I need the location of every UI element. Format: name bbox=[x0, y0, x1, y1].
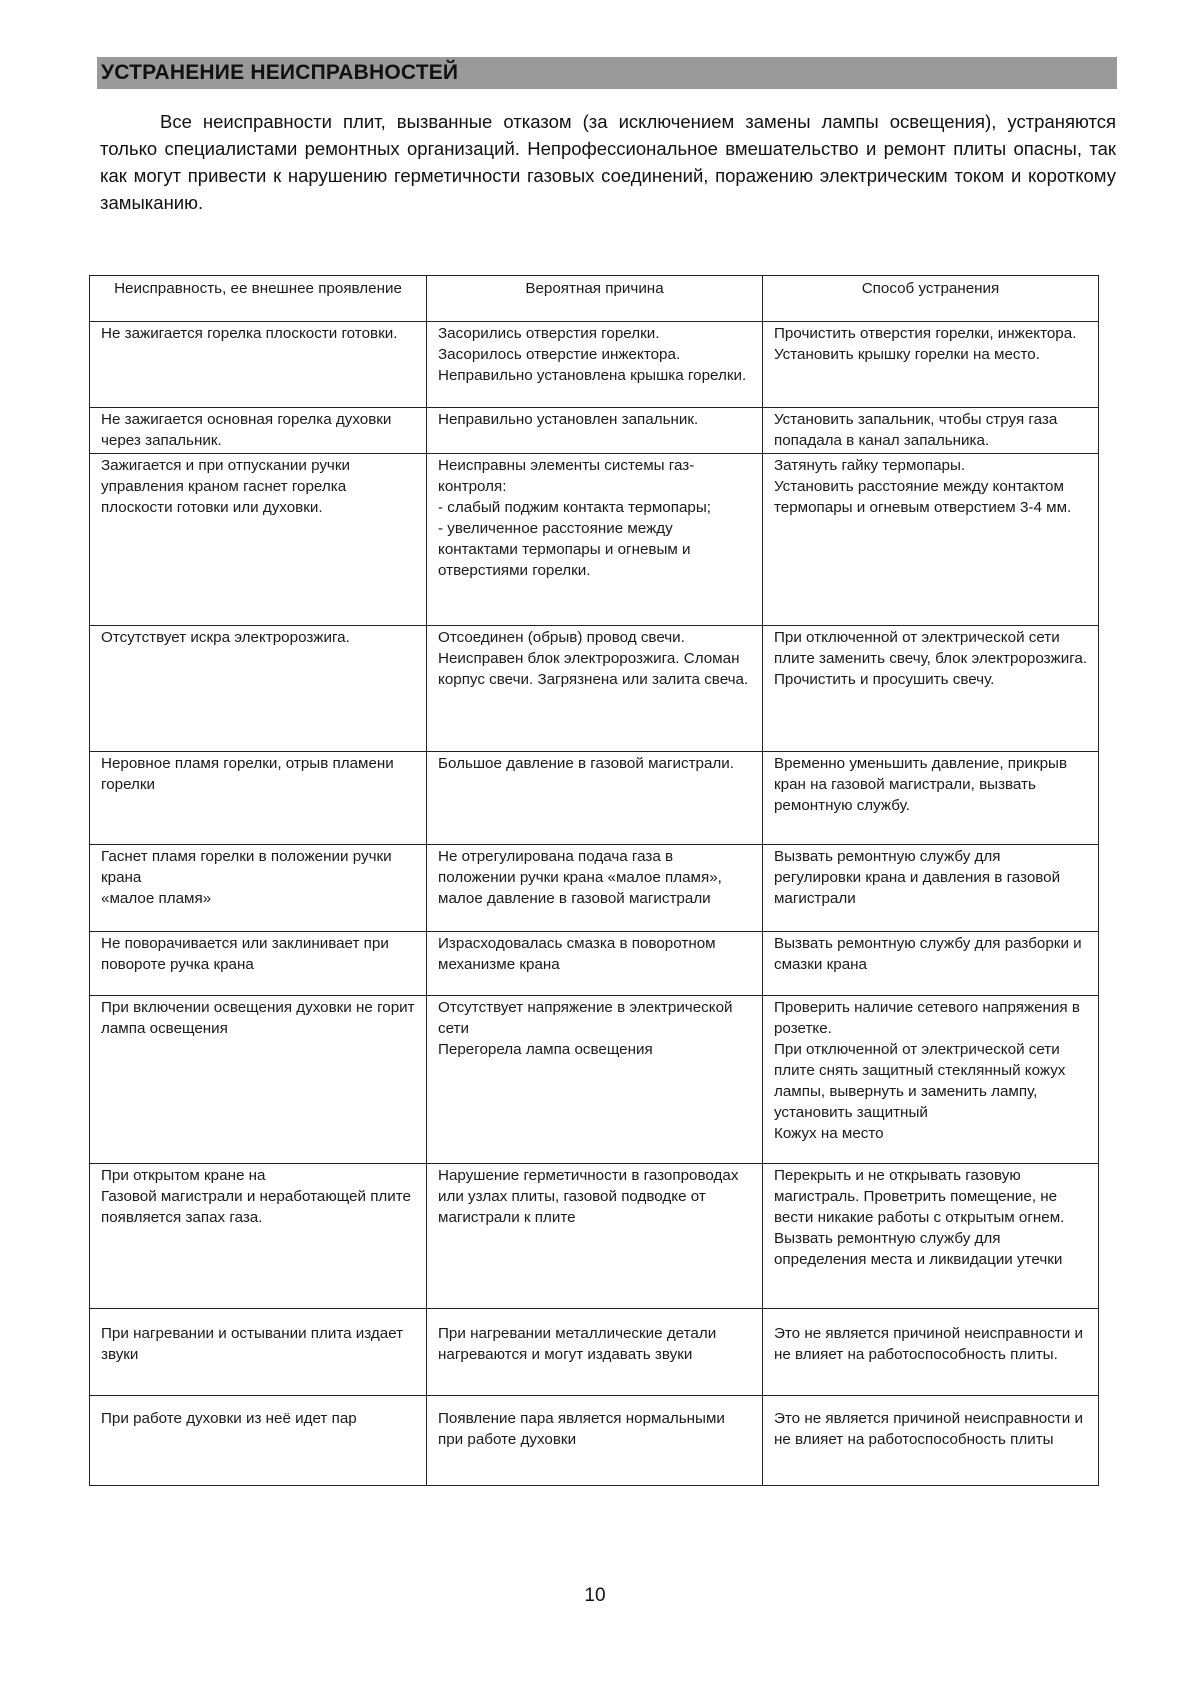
fault-cell: При включении освещения духовки не горит лампа освещения bbox=[90, 996, 427, 1164]
cause-cell: Отсоединен (обрыв) провод свечи. Неисправен блок электророзжига. Сломан корпус свечи. Загрязнена или залита свеча. bbox=[427, 626, 763, 752]
table-row bbox=[90, 1309, 1099, 1396]
cause-cell: Засорились отверстия горелки. Засорилось отверстие инжектора. Неправильно установлена крышка горелки. bbox=[427, 322, 763, 408]
cause-cell: Большое давление в газовой магистрали. bbox=[427, 752, 763, 845]
cause-cell: Не отрегулирована подача газа в положении ручки крана «малое пламя», малое давление в газовой магистрали bbox=[427, 845, 763, 932]
cause-cell: Неисправны элементы системы газ-контроля: - слабый поджим контакта термопары; - увеличенное расстояние между контактами термопары и огневым и отверстиями горелки. bbox=[427, 454, 763, 626]
table-row bbox=[90, 322, 1099, 408]
fault-cell: Неровное пламя горелки, отрыв пламени горелки bbox=[90, 752, 427, 845]
remedy-cell: Вызвать ремонтную службу для регулировки крана и давления в газовой магистрали bbox=[762, 845, 1098, 932]
table-row bbox=[90, 1164, 1099, 1309]
fault-cell: При нагревании и остывании плита издает звуки bbox=[90, 1309, 427, 1396]
table-row bbox=[90, 996, 1099, 1164]
remedy-cell: Это не является причиной неисправности и не влияет на работоспособность плиты bbox=[762, 1396, 1098, 1486]
table-row bbox=[90, 454, 1099, 626]
fault-cell: При открытом кране на Газовой магистрали и неработающей плите появляется запах газа. bbox=[90, 1164, 427, 1309]
table-row bbox=[90, 845, 1099, 932]
remedy-cell: Временно уменьшить давление, прикрыв кран на газовой магистрали, вызвать ремонтную службу. bbox=[762, 752, 1098, 845]
column-header-fault: Неисправность, ее внешнее проявление bbox=[90, 276, 427, 322]
table-row bbox=[90, 932, 1099, 996]
remedy-cell: Затянуть гайку термопары. Установить расстояние между контактом термопары и огневым отверстием 3-4 мм. bbox=[762, 454, 1098, 626]
troubleshooting-table bbox=[89, 275, 1099, 1486]
column-header-cause: Вероятная причина bbox=[427, 276, 763, 322]
fault-cell: Гаснет пламя горелки в положении ручки крана «малое пламя» bbox=[90, 845, 427, 932]
section-heading: УСТРАНЕНИЕ НЕИСПРАВНОСТЕЙ bbox=[101, 61, 459, 84]
remedy-cell: Это не является причиной неисправности и не влияет на работоспособность плиты. bbox=[762, 1309, 1098, 1396]
table-row bbox=[90, 752, 1099, 845]
section-heading-bar bbox=[97, 57, 1117, 89]
intro-paragraph: Все неисправности плит, вызванные отказом (за исключением замены лампы освещения), устраняются только специалистами ремонтных организаций. Непрофессиональное вмешательство и ремонт плиты опасны, так как могут привести к нарушению герметичности газовых соединений, поражению электрическим током и короткому замыканию. bbox=[100, 111, 1116, 213]
fault-cell: Зажигается и при отпускании ручки управления краном гаснет горелка плоскости готовки или духовки. bbox=[90, 454, 427, 626]
page-number: 10 bbox=[584, 1585, 606, 1606]
table-row bbox=[90, 626, 1099, 752]
remedy-cell: При отключенной от электрической сети плите заменить свечу, блок электророзжига. Прочистить и просушить свечу. bbox=[762, 626, 1098, 752]
remedy-cell: Установить запальник, чтобы струя газа попадала в канал запальника. bbox=[762, 408, 1098, 454]
table-header-row bbox=[90, 276, 1099, 322]
cause-cell: Нарушение герметичности в газопроводах или узлах плиты, газовой подводке от магистрали к плите bbox=[427, 1164, 763, 1309]
cause-cell: При нагревании металлические детали нагреваются и могут издавать звуки bbox=[427, 1309, 763, 1396]
fault-cell: При работе духовки из неё идет пар bbox=[90, 1396, 427, 1486]
cause-cell: Израсходовалась смазка в поворотном механизме крана bbox=[427, 932, 763, 996]
table-row bbox=[90, 408, 1099, 454]
cause-cell: Неправильно установлен запальник. bbox=[427, 408, 763, 454]
fault-cell: Не зажигается горелка плоскости готовки. bbox=[90, 322, 427, 408]
fault-cell: Не поворачивается или заклинивает при повороте ручка крана bbox=[90, 932, 427, 996]
remedy-cell: Прочистить отверстия горелки, инжектора. Установить крышку горелки на место. bbox=[762, 322, 1098, 408]
remedy-cell: Проверить наличие сетевого напряжения в розетке. При отключенной от электрической сети плите снять защитный стеклянный кожух лампы, вывернуть и заменить лампу, установить защитный Кожух на место bbox=[762, 996, 1098, 1164]
remedy-cell: Перекрыть и не открывать газовую магистраль. Проветрить помещение, не вести никакие работы с открытым огнем. Вызвать ремонтную службу для определения места и ликвидации утечки bbox=[762, 1164, 1098, 1309]
fault-cell: Отсутствует искра электророзжига. bbox=[90, 626, 427, 752]
fault-cell: Не зажигается основная горелка духовки через запальник. bbox=[90, 408, 427, 454]
cause-cell: Отсутствует напряжение в электрической сети Перегорела лампа освещения bbox=[427, 996, 763, 1164]
column-header-remedy: Способ устранения bbox=[762, 276, 1098, 322]
table-row bbox=[90, 1396, 1099, 1486]
cause-cell: Появление пара является нормальными при работе духовки bbox=[427, 1396, 763, 1486]
remedy-cell: Вызвать ремонтную службу для разборки и смазки крана bbox=[762, 932, 1098, 996]
